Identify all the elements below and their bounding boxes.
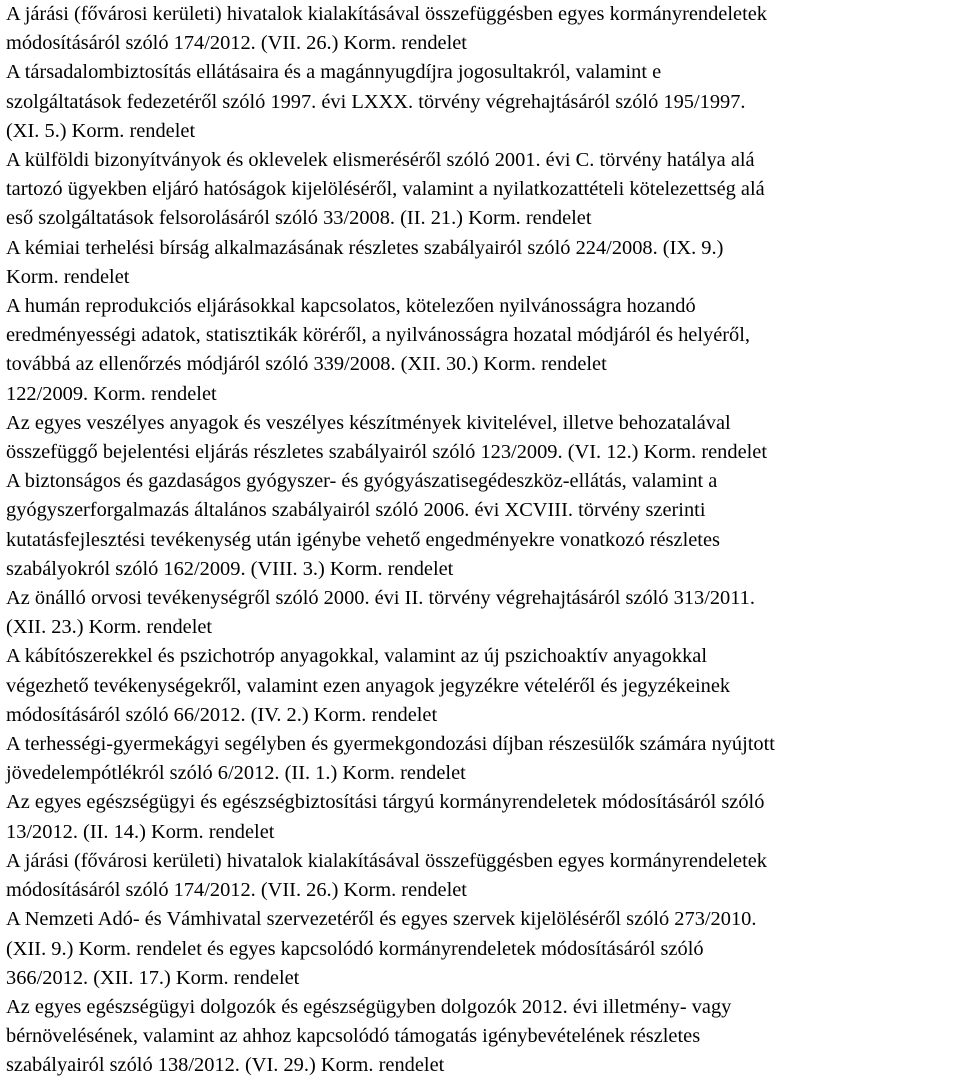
regulation-entry: A járási (fővárosi kerületi) hivatalok kialakításával összefüggésben egyes kormányrendeletek módosításáról szóló 174/2012. (VII. 26.) Korm. rendelet [6,849,767,902]
regulation-entry: A külföldi bizonyítványok és oklevelek elismeréséről szóló 2001. évi C. törvény hatálya alá tartozó ügyekben eljáró hatóságok kijelöléséről, valamint a nyilatkozattételi kötelezettség alá eső szolgáltatások felsorolásáról szóló 33/2008. (II. 21.) Korm. rendelet [6,149,765,230]
regulation-entry: Az egyes egészségügyi dolgozók és egészségügyben dolgozók 2012. évi illetmény- vagy bérnövelésének, valamint az ahhoz kapcsolódó támogatás igénybevételének részletes szabályairól szóló 138/2012. (VI. 29.) Korm. rendelet [6,995,732,1077]
regulation-entry: 122/2009. Korm. rendelet [6,382,217,405]
document-page [6,0,954,1081]
regulation-entry: A Nemzeti Adó- és Vámhivatal szervezetéről és egyes szervek kijelöléséről szóló 273/2010. (XII. 9.) Korm. rendelet és egyes kapcsolódó kormányrendeletek módosításáról szóló 366/2012. (XII. 17.) Korm. rendelet [6,908,757,989]
regulation-entry: Az egyes veszélyes anyagok és veszélyes készítmények kivitelével, illetve behozatalával összefüggő bejelentési eljárás részletes szabályairól szóló 123/2009. (VI. 12.) Korm. rendelet [6,411,767,464]
regulation-entry: Az egyes egészségügyi és egészségbiztosítási tárgyú kormányrendeletek módosításáról szóló 13/2012. (II. 14.) Korm. rendelet [6,791,765,843]
regulation-entry: A biztonságos és gazdaságos gyógyszer- és gyógyászatisegédeszköz-ellátás, valamint a gyógyszerforgalmazás általános szabályairól szóló 2006. évi XCVIII. törvény szerinti kutatásfejlesztési tevékenység után igénybe vehető engedményekre vonatkozó részletes szabályokról szóló 162/2009. (VIII. 3.) Korm. rendelet [6,470,720,580]
regulation-entry: A járási (fővárosi kerületi) hivatalok kialakításával összefüggésben egyes kormányrendeletek módosításáról szóló 174/2012. (VII. 26.) Korm. rendelet [6,3,767,55]
regulation-entry: A humán reprodukciós eljárásokkal kapcsolatos, kötelezően nyilvánosságra hozandó eredményességi adatok, statisztikák köréről, a nyilvánosságra hozatal módjáról és helyéről, továbbá az ellenőrzés módjáról szóló 339/2008. (XII. 30.) Korm. rendelet [6,295,751,376]
regulation-entry: A társadalombiztosítás ellátásaira és a magánnyugdíjra jogosultakról, valamint e szolgáltatások fedezetéről szóló 1997. évi LXXX. törvény végrehajtásáról szóló 195/1997. (XI. 5.) Korm. rendelet [6,61,746,142]
regulation-entry: A kábítószerekkel és pszichotróp anyagokkal, valamint az új pszichoaktív anyagokkal végezhető tevékenységekről, valamint ezen anyagok jegyzékre vételéről és jegyzékeinek módosításáról szóló 66/2012. (IV. 2.) Korm. rendelet [6,645,731,726]
regulation-entry: Az önálló orvosi tevékenységről szóló 2000. évi II. törvény végrehajtásáról szóló 313/2011. (XII. 23.) Korm. rendelet [6,587,755,639]
regulation-entry: A terhességi-gyermekágyi segélyben és gyermekgondozási díjban részesülők számára nyújtott jövedelempótlékról szóló 6/2012. (II. 1.) Korm. rendelet [6,733,775,785]
regulation-entry: A kémiai terhelési bírság alkalmazásának részletes szabályairól szóló 224/2008. (IX. 9.) Korm. rendelet [6,236,724,288]
